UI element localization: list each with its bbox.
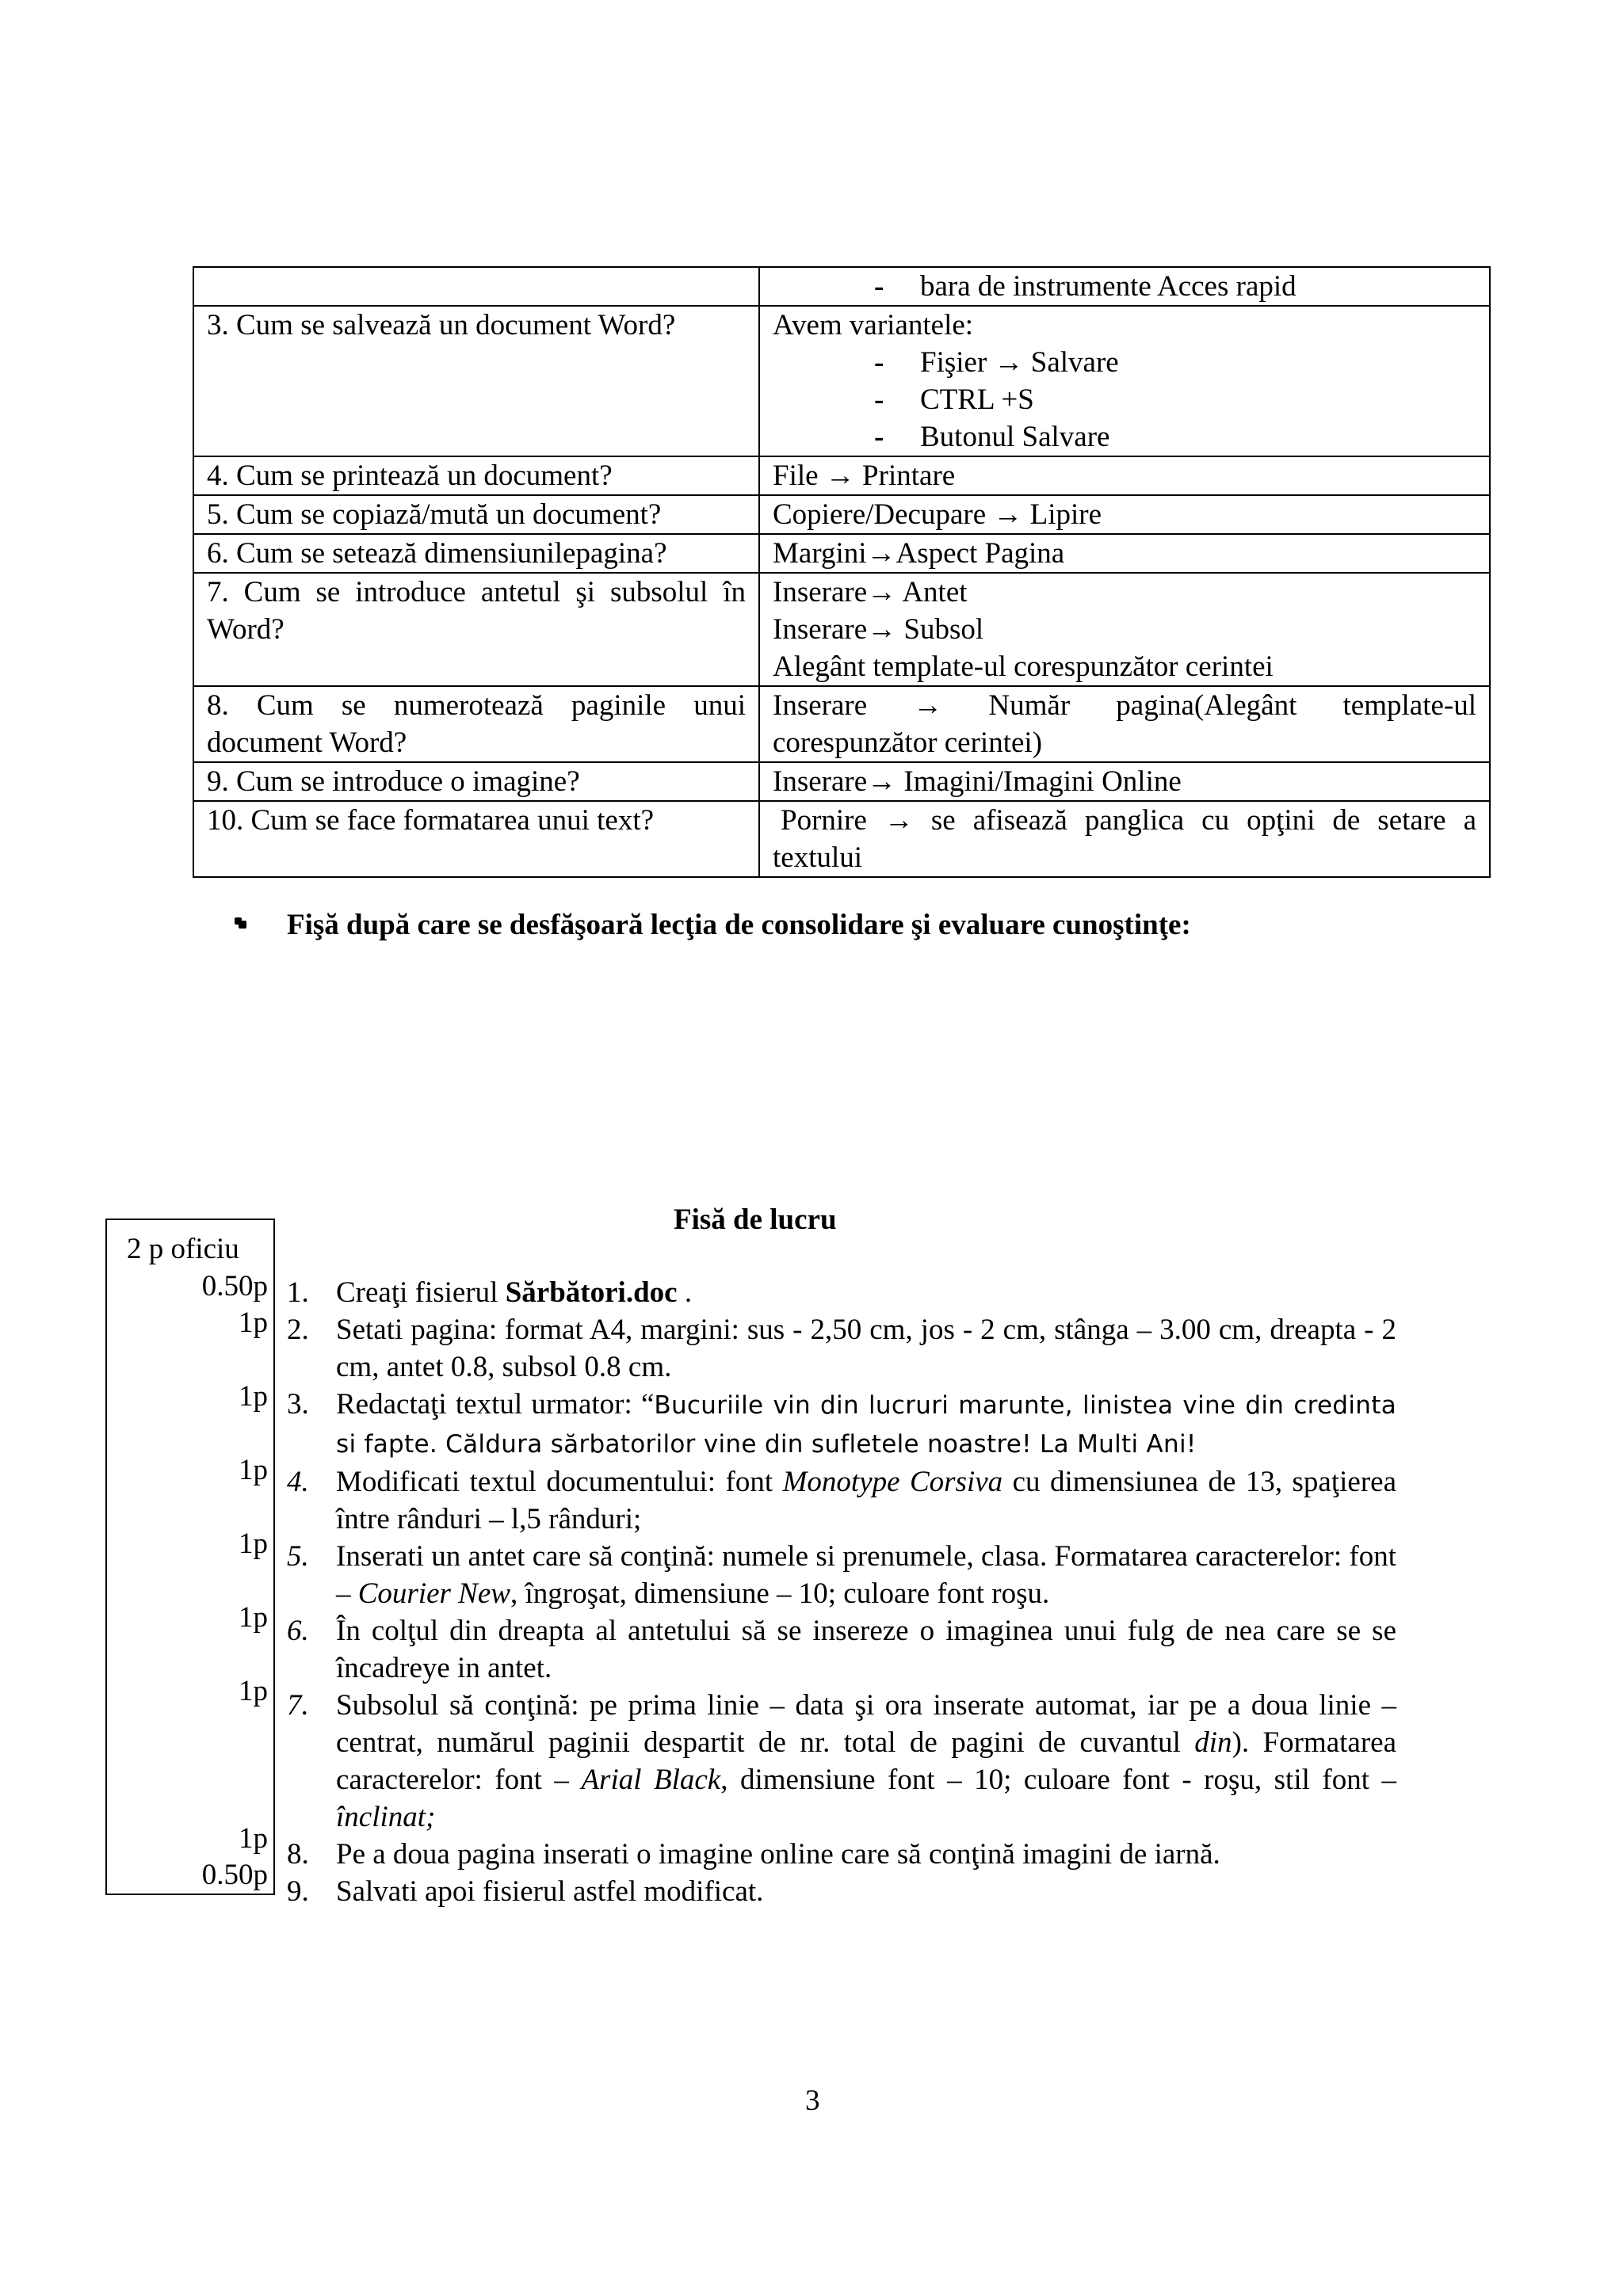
points-label: 1p — [239, 1454, 268, 1486]
file-name: Sărbători.doc — [505, 1276, 678, 1309]
answer-dash-item — [773, 381, 1476, 418]
table-row — [193, 267, 1490, 306]
task-text: În colţul din dreapta al antetului să se insereze o imaginea unui fulg de nea care se se încadreye in antet. — [336, 1615, 1396, 1684]
worksheet-title: Fisă de lucru — [674, 1203, 837, 1236]
points-label: 0.50p — [201, 1270, 268, 1302]
answer-text: Margini→Aspect Pagina — [773, 537, 1065, 570]
question-cell — [193, 456, 759, 495]
task-text: Redactaţi textul urmator: “Bucuriile vin din lucruri marunte, linistea vine din credinta si fapte. Căldura sărbatorilor vine din sufletele noastre! La Multi Ani! — [336, 1388, 1397, 1459]
task-text: Salvati apoi fisierul astfel modificat. — [336, 1875, 764, 1908]
task-item — [287, 1311, 1396, 1386]
points-label: 1p — [239, 1675, 268, 1707]
table-row — [193, 686, 1490, 762]
points-label: 1p — [239, 1306, 268, 1339]
task-text: Creaţi fisierul Sărbători.doc . — [336, 1276, 693, 1309]
question-cell — [193, 801, 759, 877]
answer-text: Avem variantele: — [773, 309, 974, 341]
question-text: 8. Cum se numerotează paginile unui — [207, 689, 746, 722]
task-item — [287, 1386, 1396, 1463]
answer-text: Inserare→ Antet — [773, 576, 968, 608]
answer-text: textului — [773, 841, 863, 874]
task-text: Subsolul să conţină: pe prima linie – data şi ora inserate automat, iar pe a doua linie – centrat, numărul paginii despartit de nr. total de pagini de cuvantul din). Formatarea caracterelor: font – Arial Black, dimensiune font – 10; culoare font - roşu, stil font – înclinat; — [336, 1689, 1397, 1833]
table-row — [193, 801, 1490, 877]
question-text: Word? — [207, 613, 285, 646]
question-text: 7. Cum se introduce antetul şi subsolul în — [207, 576, 746, 608]
question-text: document Word? — [207, 727, 407, 759]
question-cell — [193, 495, 759, 534]
answer-cell — [759, 495, 1490, 534]
question-cell — [193, 573, 759, 686]
question-text: 6. Cum se setează dimensiunilepagina? — [207, 537, 667, 570]
task-number: 1. — [287, 1276, 309, 1309]
dash-marker: - — [874, 346, 884, 379]
points-label: 1p — [239, 1601, 268, 1634]
table-row — [193, 573, 1490, 686]
task-number: 5. — [287, 1540, 309, 1573]
question-text: 10. Cum se face formatarea unui text? — [207, 804, 655, 837]
task-item — [287, 1538, 1396, 1612]
task-list — [287, 1274, 1396, 1910]
dash-marker: - — [874, 270, 884, 303]
task-number: 8. — [287, 1838, 309, 1871]
question-cell — [193, 534, 759, 573]
answer-dash-item — [773, 418, 1476, 456]
question-text: 5. Cum se copiază/mută un document? — [207, 498, 662, 531]
task-item — [287, 1612, 1396, 1687]
qa-table — [193, 266, 1491, 878]
dash-marker: - — [874, 383, 884, 416]
question-cell — [193, 306, 759, 456]
question-cell — [193, 267, 759, 306]
points-label: 2 p oficiu — [127, 1233, 239, 1265]
answer-cell — [759, 267, 1490, 306]
answer-text: bara de instrumente Acces rapid — [920, 270, 1296, 303]
answer-text: File → Printare — [773, 460, 956, 492]
answer-text: Alegânt template-ul corespunzător cerintei — [773, 650, 1274, 683]
task-number: 7. — [287, 1689, 309, 1722]
bullet-icon — [235, 917, 247, 930]
answer-dash-item — [773, 268, 1476, 305]
answer-cell — [759, 456, 1490, 495]
answer-text: CTRL +S — [920, 383, 1034, 416]
dash-marker: - — [874, 421, 884, 453]
table-row — [193, 456, 1490, 495]
task-item — [287, 1463, 1396, 1538]
answer-text: Inserare→ Imagini/Imagini Online — [773, 765, 1182, 798]
table-row — [193, 495, 1490, 534]
answer-cell — [759, 306, 1490, 456]
table-row — [193, 306, 1490, 456]
answer-text: Pornire → se afisează panglica cu opţini de setare a — [781, 804, 1476, 837]
answer-text: Fişier → Salvare — [920, 346, 1119, 379]
task-text: Modificati textul documentului: font Monotype Corsiva cu dimensiunea de 13, spaţierea între rânduri – l,5 rânduri; — [336, 1466, 1396, 1535]
task-number: 3. — [287, 1388, 309, 1421]
points-label: 1p — [239, 1527, 268, 1560]
task-number: 9. — [287, 1875, 309, 1908]
task-item — [287, 1687, 1396, 1836]
question-text: 9. Cum se introduce o imagine? — [207, 765, 580, 798]
answer-text: Inserare→ Subsol — [773, 613, 984, 646]
answer-cell — [759, 801, 1490, 877]
answer-dash-item — [773, 344, 1476, 381]
answer-text: Inserare → Număr pagina(Alegânt template-ul — [773, 689, 1476, 722]
task-text: Pe a doua pagina inserati o imagine online care să conţină imagini de iarnă. — [336, 1838, 1220, 1871]
question-text: 4. Cum se printează un document? — [207, 460, 613, 492]
task-item — [287, 1873, 1396, 1910]
task-text: Setati pagina: format A4, margini: sus - 2,50 cm, jos - 2 cm, stânga – 3.00 cm, dreapta - 2 cm, antet 0.8, subsol 0.8 cm. — [336, 1314, 1396, 1383]
task-number: 4. — [287, 1466, 309, 1498]
table-row — [193, 534, 1490, 573]
answer-text: corespunzător cerintei) — [773, 727, 1043, 759]
page-number: 3 — [805, 2084, 820, 2117]
points-label: 1p — [239, 1380, 268, 1413]
section-heading: Fişă după care se desfăşoară lecţia de consolidare şi evaluare cunoştinţe: — [287, 909, 1191, 941]
answer-text: Butonul Salvare — [920, 421, 1110, 453]
answer-cell — [759, 534, 1490, 573]
question-cell — [193, 686, 759, 762]
task-item — [287, 1274, 1396, 1311]
quoted-text: Bucuriile vin din lucruri marunte, linistea vine din credinta si fapte. Căldura sărbatorilor vine din sufletele noastre! La Multi Ani! — [336, 1391, 1397, 1459]
answer-cell — [759, 762, 1490, 801]
answer-text: Copiere/Decupare → Lipire — [773, 498, 1102, 531]
answer-cell — [759, 686, 1490, 762]
table-row — [193, 762, 1490, 801]
task-item — [287, 1836, 1396, 1873]
points-label: 1p — [239, 1822, 268, 1855]
task-text: Inserati un antet care să conţină: numele si prenumele, clasa. Formatarea caracterelor: font – Courier New, îngroşat, dimensiune – 10; culoare font roşu. — [336, 1540, 1396, 1610]
question-text: 3. Cum se salvează un document Word? — [207, 309, 676, 341]
points-label: 0.50p — [201, 1859, 268, 1891]
task-number: 6. — [287, 1615, 309, 1647]
task-number: 2. — [287, 1314, 309, 1346]
question-cell — [193, 762, 759, 801]
answer-cell — [759, 573, 1490, 686]
